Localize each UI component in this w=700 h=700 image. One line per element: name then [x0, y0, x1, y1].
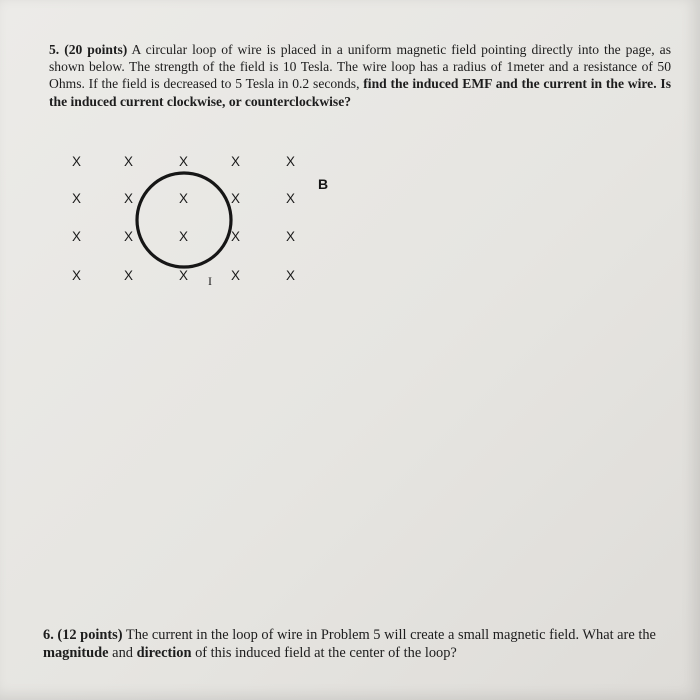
problem-6-points: (12 points)	[57, 627, 123, 643]
field-label-b: B	[318, 176, 329, 192]
problem-5-points: (20 points)	[64, 42, 128, 57]
field-x-mark: X	[286, 191, 296, 206]
magnetic-field-diagram	[50, 140, 350, 300]
problem-6-text-3: of this induced field at the center of the loop?	[191, 645, 457, 661]
field-x-mark: X	[286, 268, 296, 283]
field-x-mark: X	[179, 268, 189, 283]
problem-6	[43, 626, 669, 662]
problem-5	[49, 41, 671, 110]
problem-6-text-2: and	[108, 645, 137, 661]
field-x-mark: X	[124, 191, 134, 206]
field-x-mark: X	[124, 154, 134, 169]
field-x-mark: X	[286, 229, 296, 244]
field-x-mark: X	[286, 154, 296, 169]
field-x-mark: X	[179, 229, 189, 244]
field-x-mark: X	[231, 154, 241, 169]
problem-6-bold-magnitude: magnitude	[43, 645, 109, 661]
field-x-mark: X	[179, 154, 189, 169]
wire-loop	[137, 173, 231, 267]
field-x-mark: X	[231, 191, 241, 206]
problem-5-number: 5.	[49, 42, 60, 57]
field-x-mark: X	[231, 268, 241, 283]
current-label-i: I	[208, 274, 212, 288]
field-x-mark: X	[72, 268, 82, 283]
problem-5-question: find the induced EMF and the current in the wire. Is the induced current clockwise, or counterclockwise?	[49, 76, 671, 109]
problem-5-text: A circular loop of wire is placed in a uniform magnetic field pointing directly into the page, as shown below. The strength of the field is 10 Tesla. The wire loop has a radius of 1meter and a resistance of 50 Ohms. If the field is decreased to 5 Tesla in 0.2 seconds,	[49, 42, 672, 92]
field-x-mark: X	[72, 154, 82, 169]
field-x-mark: X	[179, 191, 189, 206]
problem-6-number: 6.	[43, 627, 54, 643]
field-x-mark: X	[72, 229, 82, 244]
field-x-mark: X	[124, 268, 134, 283]
problem-6-text-1: The current in the loop of wire in Problem 5 will create a small magnetic field. What are the	[122, 627, 656, 643]
field-x-mark: X	[231, 229, 241, 244]
field-x-mark: X	[124, 229, 134, 244]
field-x-mark: X	[72, 191, 82, 206]
problem-6-bold-direction: direction	[136, 645, 192, 661]
